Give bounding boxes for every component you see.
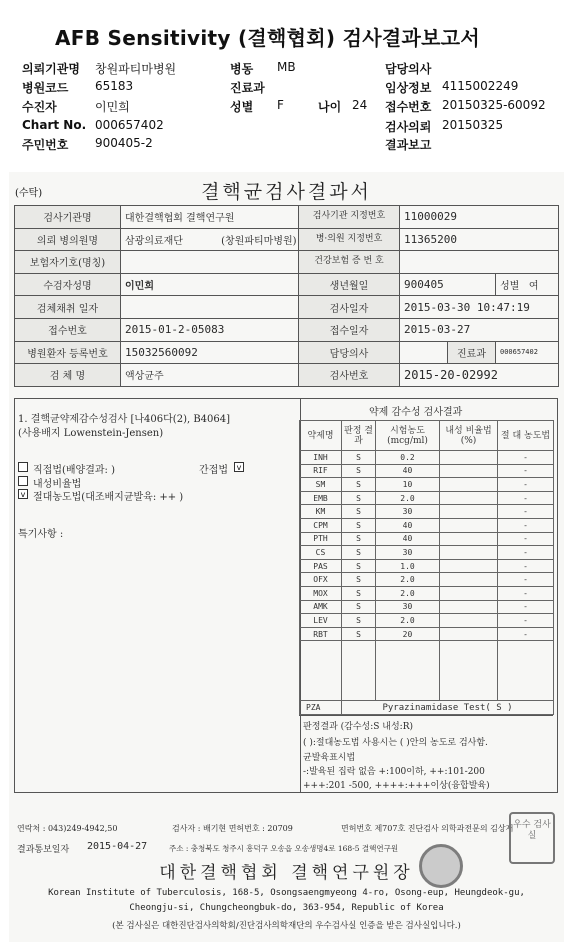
drug-result: S <box>342 478 376 492</box>
drug-absolute: - <box>498 614 554 628</box>
drug-result: S <box>342 532 376 546</box>
header-label: 주민번호 <box>22 138 69 152</box>
drug-absolute: - <box>498 532 554 546</box>
field-label: 건강보험 증 번 호 <box>299 251 400 274</box>
pza-row <box>300 701 554 715</box>
notes-label: 특기사항 : <box>18 529 64 540</box>
drug-section-title: 약제 감수성 검사결과 <box>369 407 463 418</box>
sex-label: 성별 <box>500 281 520 293</box>
drug-absolute: - <box>498 627 554 641</box>
drug-ratio <box>440 573 498 587</box>
drug-result: S <box>342 464 376 478</box>
drug-result: S <box>342 451 376 465</box>
certification-stamp: 우수 검사실 <box>509 812 555 864</box>
drug-result: S <box>342 559 376 573</box>
table-row <box>300 532 554 546</box>
drug-concentration: 30 <box>376 600 440 614</box>
form-title: 결핵균검사결과서 <box>201 181 372 203</box>
header-label: 나이 <box>318 100 342 114</box>
ratio-method-checkbox <box>18 476 28 486</box>
header-value: 000657402 <box>95 118 164 132</box>
drug-concentration: 10 <box>376 478 440 492</box>
drug-name: RIF <box>300 464 342 478</box>
drug-ratio <box>440 518 498 532</box>
patient-info-table <box>14 205 559 387</box>
drug-concentration: 2.0 <box>376 573 440 587</box>
drug-result: S <box>342 518 376 532</box>
table-row <box>300 573 554 587</box>
address-text: 주소 : 충청북도 청주시 흥덕구 오송읍 오송생명4로 168-5 결핵연구원 <box>169 844 399 853</box>
field-label: 접수번호 <box>15 318 121 341</box>
header-value: 65183 <box>95 79 134 93</box>
ratio-method-label: 내성비율법 <box>33 479 82 490</box>
field-value <box>400 341 448 364</box>
column-header: 내성 비율법(%) <box>440 421 498 451</box>
header-label: 의뢰기관명 <box>22 62 80 76</box>
drug-absolute: - <box>498 559 554 573</box>
drug-absolute: - <box>498 451 554 465</box>
field-value <box>121 251 299 274</box>
drug-absolute: - <box>498 518 554 532</box>
field-label: 검사기관명 <box>15 206 121 229</box>
drug-ratio <box>440 614 498 628</box>
drug-result: S <box>342 491 376 505</box>
pza-value: Pyrazinamidase Test( S ) <box>342 701 554 715</box>
field-value: 액상균주 <box>121 364 299 387</box>
institute-address-en: Cheongju-si, Chungcheongbuk-do, 363-954, Republic of Korea <box>129 903 444 913</box>
drug-name: KM <box>300 505 342 519</box>
drug-name: EMB <box>300 491 342 505</box>
report-date: 2015-04-27 <box>87 841 148 852</box>
drug-susceptibility-table <box>299 420 554 715</box>
field-value <box>121 228 299 251</box>
drug-name: CPM <box>300 518 342 532</box>
header-label: 담당의사 <box>385 62 432 76</box>
test-method-line: 1. 결핵균약제감수성검사 [나406다(2), B4064] <box>18 414 231 425</box>
drug-name: OFX <box>300 573 342 587</box>
header-value: 4115002249 <box>442 79 519 93</box>
table-row <box>300 518 554 532</box>
header-value: 이민희 <box>95 100 130 114</box>
drug-ratio <box>440 627 498 641</box>
drug-absolute: - <box>498 478 554 492</box>
column-header: 시험농도 (mcg/ml) <box>376 421 440 451</box>
direct-method-label: 직접법(배양결과: ) <box>33 465 115 476</box>
field-value: 2015-01-2-05083 <box>121 318 299 341</box>
drug-ratio <box>440 451 498 465</box>
certification-note: (본 검사실은 대한진단검사의학회/진단검사의학재단의 우수검사실 인증을 받은 검사실입니다.) <box>112 921 461 931</box>
drug-name: MOX <box>300 586 342 600</box>
field-value: 대한결핵협회 결핵연구원 <box>121 206 299 229</box>
client-name: 삼광의료재단 <box>125 235 183 247</box>
drug-concentration: 1.0 <box>376 559 440 573</box>
field-label: 보험자기호(명칭) <box>15 251 121 274</box>
header-label: 임상정보 <box>385 81 432 95</box>
field-label: 병원환자 등록번호 <box>15 341 121 364</box>
medium-line: (사용배지 Lowenstein-Jensen) <box>18 428 164 439</box>
header-label: 병원코드 <box>22 81 69 95</box>
header-value: 900405-2 <box>95 136 153 150</box>
table-row <box>300 586 554 600</box>
drug-ratio <box>440 532 498 546</box>
drug-absolute: - <box>498 464 554 478</box>
drug-ratio <box>440 491 498 505</box>
drug-ratio <box>440 464 498 478</box>
legend-line: 판정결과 (감수성:S 내성:R) <box>303 722 413 732</box>
direct-method-checkbox <box>18 462 28 472</box>
drug-absolute: - <box>498 586 554 600</box>
field-label: 병·의원 지정번호 <box>299 228 400 251</box>
field-value: 이민희 <box>121 273 299 296</box>
client-hospital: (창원파티마병원) <box>221 235 297 247</box>
table-row <box>300 546 554 560</box>
drug-name: CS <box>300 546 342 560</box>
table-row <box>300 600 554 614</box>
legend-line: -:발육된 집락 없음 +:100이하, ++:101-200 <box>303 767 485 777</box>
field-label: 의뢰 병의원명 <box>15 228 121 251</box>
drug-name: PTH <box>300 532 342 546</box>
column-header: 판정 결과 <box>342 421 376 451</box>
drug-result: S <box>342 614 376 628</box>
official-seal <box>419 844 463 888</box>
drug-name: PAS <box>300 559 342 573</box>
column-header: 약제명 <box>300 421 342 451</box>
drug-concentration: 40 <box>376 518 440 532</box>
field-value: 11000029 <box>400 206 559 229</box>
drug-result: S <box>342 546 376 560</box>
table-row <box>300 614 554 628</box>
drug-name: AMK <box>300 600 342 614</box>
pza-label: PZA <box>300 701 342 715</box>
sex-value: 여 <box>528 281 539 293</box>
institute-address-en: Korean Institute of Tuberculosis, 168-5, Osongsaengmyeong 4-ro, Osong-eup, Heungdeok-gu, <box>48 888 525 898</box>
field-value: 900405 <box>400 273 496 296</box>
header-label: 병동 <box>230 62 254 76</box>
field-label: 검 체 명 <box>15 364 121 387</box>
table-row <box>300 641 554 701</box>
drug-concentration: 40 <box>376 532 440 546</box>
drug-absolute: - <box>498 600 554 614</box>
scanned-result-form <box>9 172 564 942</box>
drug-result: S <box>342 573 376 587</box>
drug-ratio <box>440 559 498 573</box>
drug-ratio <box>440 478 498 492</box>
field-value <box>400 251 559 274</box>
header-value: 20150325 <box>442 118 504 132</box>
drug-absolute: - <box>498 573 554 587</box>
table-row <box>300 478 554 492</box>
drug-concentration: 40 <box>376 464 440 478</box>
header-label: 검사의뢰 <box>385 120 432 134</box>
field-label: 담당의사 <box>299 341 400 364</box>
drug-absolute: - <box>498 546 554 560</box>
table-row <box>300 491 554 505</box>
drug-concentration: 20 <box>376 627 440 641</box>
header-value: 20150325-60092 <box>442 98 546 112</box>
header-value: MB <box>277 60 296 74</box>
table-row <box>300 627 554 641</box>
header-label: 진료과 <box>230 81 265 95</box>
table-row <box>300 559 554 573</box>
drug-name: LEV <box>300 614 342 628</box>
field-value <box>121 296 299 319</box>
header-label: Chart No. <box>22 118 87 132</box>
header-label: 결과보고 <box>385 138 432 152</box>
report-title: AFB Sensitivity (결핵협회) 검사결과보고서 <box>55 26 480 50</box>
drug-result: S <box>342 600 376 614</box>
field-label: 생년월일 <box>299 273 400 296</box>
header-label: 수진자 <box>22 100 57 114</box>
indirect-method-label: 간접법 <box>199 465 228 476</box>
header-value: F <box>277 98 284 112</box>
contact-text: 연락처 : 043)249-4942,50 <box>17 824 118 833</box>
table-row <box>300 451 554 465</box>
drug-result: S <box>342 627 376 641</box>
field-label: 진료과 <box>448 341 496 364</box>
field-label: 검체채취 일자 <box>15 296 121 319</box>
drug-concentration: 2.0 <box>376 586 440 600</box>
field-label: 검사번호 <box>299 364 400 387</box>
field-value: 2015-03-27 <box>400 318 559 341</box>
drug-concentration: 2.0 <box>376 491 440 505</box>
drug-ratio <box>440 586 498 600</box>
legend-line: ( ):절대농도법 사용시는 ( )안의 농도로 검사함. <box>303 738 488 748</box>
drug-ratio <box>440 546 498 560</box>
legend-line: 균발육표시법 <box>303 753 356 763</box>
drug-result: S <box>342 586 376 600</box>
field-value: 2015-03-30 10:47:19 <box>400 296 559 319</box>
table-row <box>300 505 554 519</box>
drug-concentration: 0.2 <box>376 451 440 465</box>
field-label: 접수일자 <box>299 318 400 341</box>
inspector-text: 검사자 : 배기현 면허번호 : 20709 <box>172 824 293 833</box>
drug-name: RBT <box>300 627 342 641</box>
drug-ratio <box>440 505 498 519</box>
field-value: 15032560092 <box>121 341 299 364</box>
license-text: 면허번호 제707호 진단검사 의학과전문의 김상재 <box>341 824 514 833</box>
report-date-label: 결과통보일자 <box>17 845 70 855</box>
field-value: 2015-20-02992 <box>400 364 559 387</box>
header-value: 24 <box>352 98 368 112</box>
table-row <box>300 464 554 478</box>
field-label: 수검자성명 <box>15 273 121 296</box>
field-label: 검사기관 지정번호 <box>299 206 400 229</box>
header-label: 성별 <box>230 100 254 114</box>
indirect-method-checkbox: v <box>234 462 244 472</box>
institute-name: 대한결핵협회 결핵연구원장 <box>159 863 414 883</box>
absolute-method-label: 절대농도법(대조배지균발육: ++ ) <box>33 492 184 503</box>
header-label: 접수번호 <box>385 100 432 114</box>
drug-name: INH <box>300 451 342 465</box>
drug-result: S <box>342 505 376 519</box>
field-value: 000657402 <box>496 341 559 364</box>
field-value: 11365200 <box>400 228 559 251</box>
header-value: 창원파티마병원 <box>95 62 177 76</box>
drug-name: SM <box>300 478 342 492</box>
drug-concentration: 30 <box>376 505 440 519</box>
form-tag: (수탁) <box>15 188 43 199</box>
drug-ratio <box>440 600 498 614</box>
column-header: 절 대 농도법 <box>498 421 554 451</box>
legend-line: +++:201 -500, ++++:+++이상(융합발육) <box>303 781 490 791</box>
drug-absolute: - <box>498 505 554 519</box>
drug-concentration: 30 <box>376 546 440 560</box>
field-label: 검사일자 <box>299 296 400 319</box>
drug-concentration: 2.0 <box>376 614 440 628</box>
field-value <box>496 273 559 296</box>
drug-absolute: - <box>498 491 554 505</box>
absolute-method-checkbox: v <box>18 489 28 499</box>
